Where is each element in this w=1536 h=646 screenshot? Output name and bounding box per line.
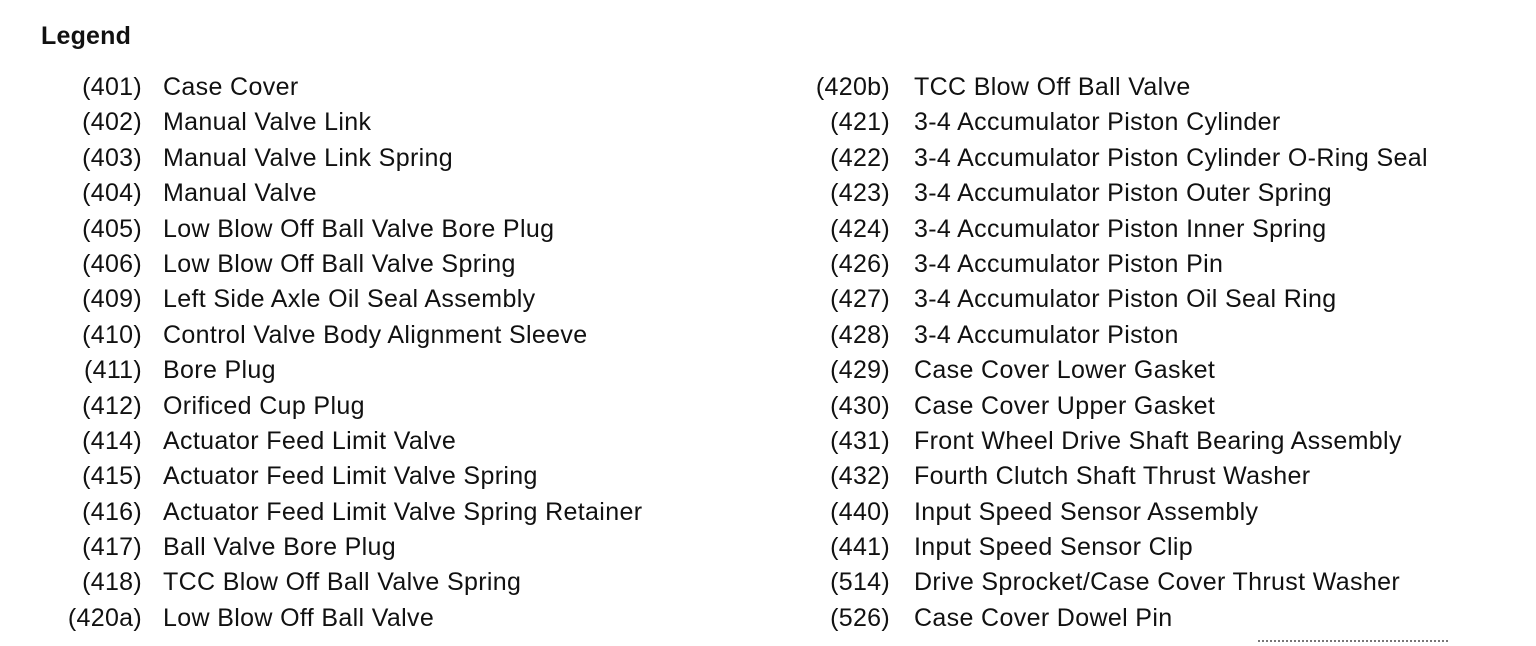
legend-item-number: (429) [830, 356, 890, 385]
legend-item-number: (406) [82, 249, 142, 278]
legend-item [790, 70, 1520, 105]
footer-divider [1258, 640, 1448, 644]
legend-item-number: (420a) [67, 603, 142, 632]
legend-item-label: Low Blow Off Ball Valve Bore Plug [163, 214, 555, 243]
legend-item-number: (418) [82, 568, 142, 597]
legend-item [790, 105, 1520, 140]
legend-item-number: (404) [82, 179, 142, 208]
legend-item-number: (417) [82, 533, 142, 562]
legend-item-label: Input Speed Sensor Assembly [914, 497, 1259, 526]
legend-item-number: (414) [82, 426, 142, 455]
legend-item [40, 495, 770, 530]
legend-item [790, 318, 1520, 353]
legend-item-label: 3-4 Accumulator Piston Oil Seal Ring [914, 285, 1337, 314]
legend-item [790, 353, 1520, 388]
legend-item-label: Case Cover Dowel Pin [914, 603, 1173, 632]
legend-column-left [40, 70, 770, 636]
legend-item [40, 282, 770, 317]
legend-item-number: (412) [82, 391, 142, 420]
legend-item-number: (421) [830, 108, 890, 137]
legend-item [40, 212, 770, 247]
legend-item-number: (440) [830, 497, 890, 526]
legend-item-number: (426) [830, 249, 890, 278]
legend-item-label: Actuator Feed Limit Valve Spring [163, 462, 538, 491]
legend-item-label: Front Wheel Drive Shaft Bearing Assembly [914, 426, 1402, 455]
legend-item [40, 141, 770, 176]
legend-item-label: 3-4 Accumulator Piston [914, 320, 1179, 349]
legend-item [40, 176, 770, 211]
legend-item-number: (428) [830, 320, 890, 349]
legend-item-number: (441) [830, 533, 890, 562]
legend-item [790, 176, 1520, 211]
legend-item-label: Left Side Axle Oil Seal Assembly [163, 285, 536, 314]
legend-item [40, 530, 770, 565]
legend-item-label: Manual Valve Link [163, 108, 372, 137]
legend-item-label: Actuator Feed Limit Valve [163, 426, 457, 455]
legend-item-label: Actuator Feed Limit Valve Spring Retainer [163, 497, 643, 526]
legend-item-label: Manual Valve Link Spring [163, 143, 454, 172]
legend-item-number: (402) [82, 108, 142, 137]
legend-item-label: Manual Valve [163, 179, 317, 208]
legend-item-label: Orificed Cup Plug [163, 391, 365, 420]
legend-item [790, 389, 1520, 424]
legend-item-label: Fourth Clutch Shaft Thrust Washer [914, 462, 1311, 491]
legend-item-label: Low Blow Off Ball Valve [163, 603, 435, 632]
legend-item [40, 353, 770, 388]
legend-item-number: (403) [82, 143, 142, 172]
legend-item [40, 565, 770, 600]
legend-item-number: (514) [830, 568, 890, 597]
legend-item-number: (422) [830, 143, 890, 172]
legend-item [40, 601, 770, 636]
legend-item-number: (432) [830, 462, 890, 491]
legend-item [40, 70, 770, 105]
legend-item-number: (416) [82, 497, 142, 526]
legend-item [790, 459, 1520, 494]
legend-item-number: (430) [830, 391, 890, 420]
legend-item [790, 424, 1520, 459]
legend-item-label: Case Cover Lower Gasket [914, 356, 1216, 385]
legend-item [40, 424, 770, 459]
legend-item-number: (431) [830, 426, 890, 455]
legend-item-label: Case Cover Upper Gasket [914, 391, 1216, 420]
legend-item-label: Control Valve Body Alignment Sleeve [163, 320, 588, 349]
legend-item-number: (410) [82, 320, 142, 349]
legend-item-number: (526) [830, 603, 890, 632]
legend-item [790, 282, 1520, 317]
legend-item [790, 530, 1520, 565]
legend-item-label: 3-4 Accumulator Piston Inner Spring [914, 214, 1327, 243]
legend-item-label: TCC Blow Off Ball Valve [914, 73, 1191, 101]
legend-title: Legend [41, 22, 132, 50]
legend-item [40, 318, 770, 353]
legend-item-label: Case Cover [163, 73, 299, 101]
legend-item-label: Input Speed Sensor Clip [914, 533, 1194, 562]
legend-item-number: (415) [82, 462, 142, 491]
legend-item-number: (423) [830, 179, 890, 208]
legend-item [40, 459, 770, 494]
legend-item-label: TCC Blow Off Ball Valve Spring [163, 568, 522, 597]
legend-item [790, 495, 1520, 530]
legend-item-label: Bore Plug [163, 356, 276, 385]
legend-item-label: 3-4 Accumulator Piston Outer Spring [914, 179, 1332, 208]
legend-item [790, 247, 1520, 282]
legend-item-label: 3-4 Accumulator Piston Cylinder [914, 108, 1281, 137]
legend-item [790, 212, 1520, 247]
legend-item-number: (405) [82, 214, 142, 243]
legend-column-right [790, 70, 1520, 636]
legend-item [40, 247, 770, 282]
legend-item-number: (420b) [815, 73, 890, 101]
legend-item [40, 105, 770, 140]
legend-item-number: (411) [83, 356, 142, 385]
legend-item-label: Ball Valve Bore Plug [163, 533, 397, 562]
legend-item-number: (401) [82, 73, 142, 101]
legend-item-label: Low Blow Off Ball Valve Spring [163, 249, 516, 278]
legend-item [790, 141, 1520, 176]
legend-item-number: (409) [82, 285, 142, 314]
legend-item-number: (427) [830, 285, 890, 314]
legend-item [790, 565, 1520, 600]
legend-item-label: 3-4 Accumulator Piston Cylinder O-Ring Seal [914, 143, 1428, 172]
legend-item-label: Drive Sprocket/Case Cover Thrust Washer [914, 568, 1401, 597]
legend-item [40, 389, 770, 424]
legend-item-label: 3-4 Accumulator Piston Pin [914, 249, 1224, 278]
legend-item-number: (424) [830, 214, 890, 243]
legend-item [790, 601, 1520, 636]
